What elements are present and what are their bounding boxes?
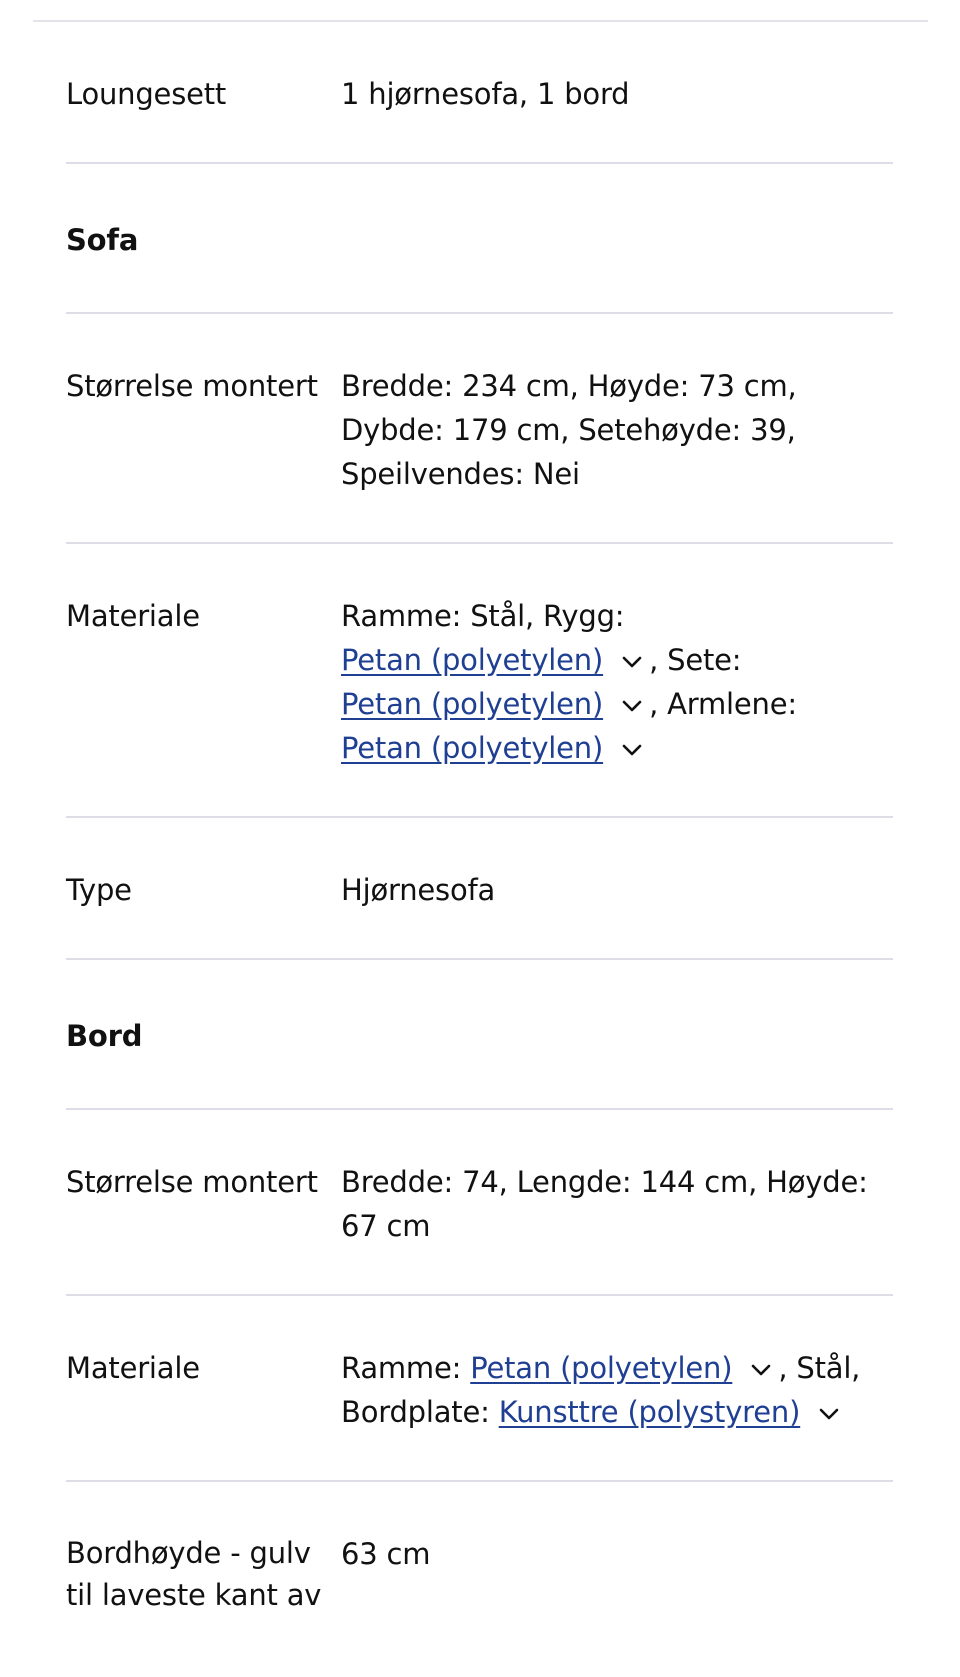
spec-value: 1 hjørnesofa, 1 bord (341, 77, 630, 111)
material-text: , Sete: (649, 643, 742, 677)
chevron-down-icon[interactable] (750, 1362, 772, 1378)
section-heading-sofa (66, 164, 893, 314)
spec-row-bord-size (66, 1110, 893, 1296)
spec-value (341, 594, 893, 770)
spec-row-bord-height (66, 1482, 893, 1616)
material-link-tabletop[interactable]: Kunsttre (polystyren) (498, 1395, 801, 1429)
spec-row-sofa-material (66, 544, 893, 818)
spec-row-sofa-type (66, 818, 893, 960)
material-text: Ramme: (341, 1351, 462, 1385)
material-text: , Stål, Bordplate: (341, 1351, 861, 1429)
spec-label: Materiale (66, 1351, 200, 1385)
material-text: Ramme: Stål, Rygg: (341, 599, 625, 633)
spec-value: Hjørnesofa (341, 873, 496, 907)
spec-label: Bordhøyde - gulv til laveste kant av (66, 1536, 322, 1612)
chevron-down-icon[interactable] (621, 698, 643, 714)
chevron-down-icon[interactable] (621, 742, 643, 758)
chevron-down-icon[interactable] (818, 1406, 840, 1422)
spec-value: Bredde: 234 cm, Høyde: 73 cm, Dybde: 179 cm, Setehøyde: 39, Speilvendes: Nei (341, 369, 797, 491)
spec-label: Type (66, 873, 132, 907)
material-text: , Armlene: (649, 687, 797, 721)
chevron-down-icon[interactable] (621, 654, 643, 670)
spec-label: Materiale (66, 599, 200, 633)
section-heading-bord (66, 960, 893, 1110)
product-spec-list (66, 22, 893, 1616)
spec-row-bord-material (66, 1296, 893, 1482)
spec-row-sofa-size (66, 314, 893, 544)
material-link-seat[interactable]: Petan (polyetylen) (341, 687, 604, 721)
section-heading-label: Bord (66, 1019, 143, 1053)
material-link-frame[interactable]: Petan (polyetylen) (470, 1351, 733, 1385)
spec-value: Bredde: 74, Lengde: 144 cm, Høyde: 67 cm (341, 1165, 868, 1243)
spec-row-loungesett (66, 22, 893, 164)
spec-value (341, 1346, 893, 1434)
material-link-back[interactable]: Petan (polyetylen) (341, 643, 604, 677)
material-link-armrest[interactable]: Petan (polyetylen) (341, 731, 604, 765)
section-heading-label: Sofa (66, 223, 139, 257)
spec-label: Størrelse montert (66, 1165, 318, 1199)
spec-label: Størrelse montert (66, 369, 318, 403)
spec-label: Loungesett (66, 77, 227, 111)
spec-value: 63 cm (341, 1537, 431, 1571)
